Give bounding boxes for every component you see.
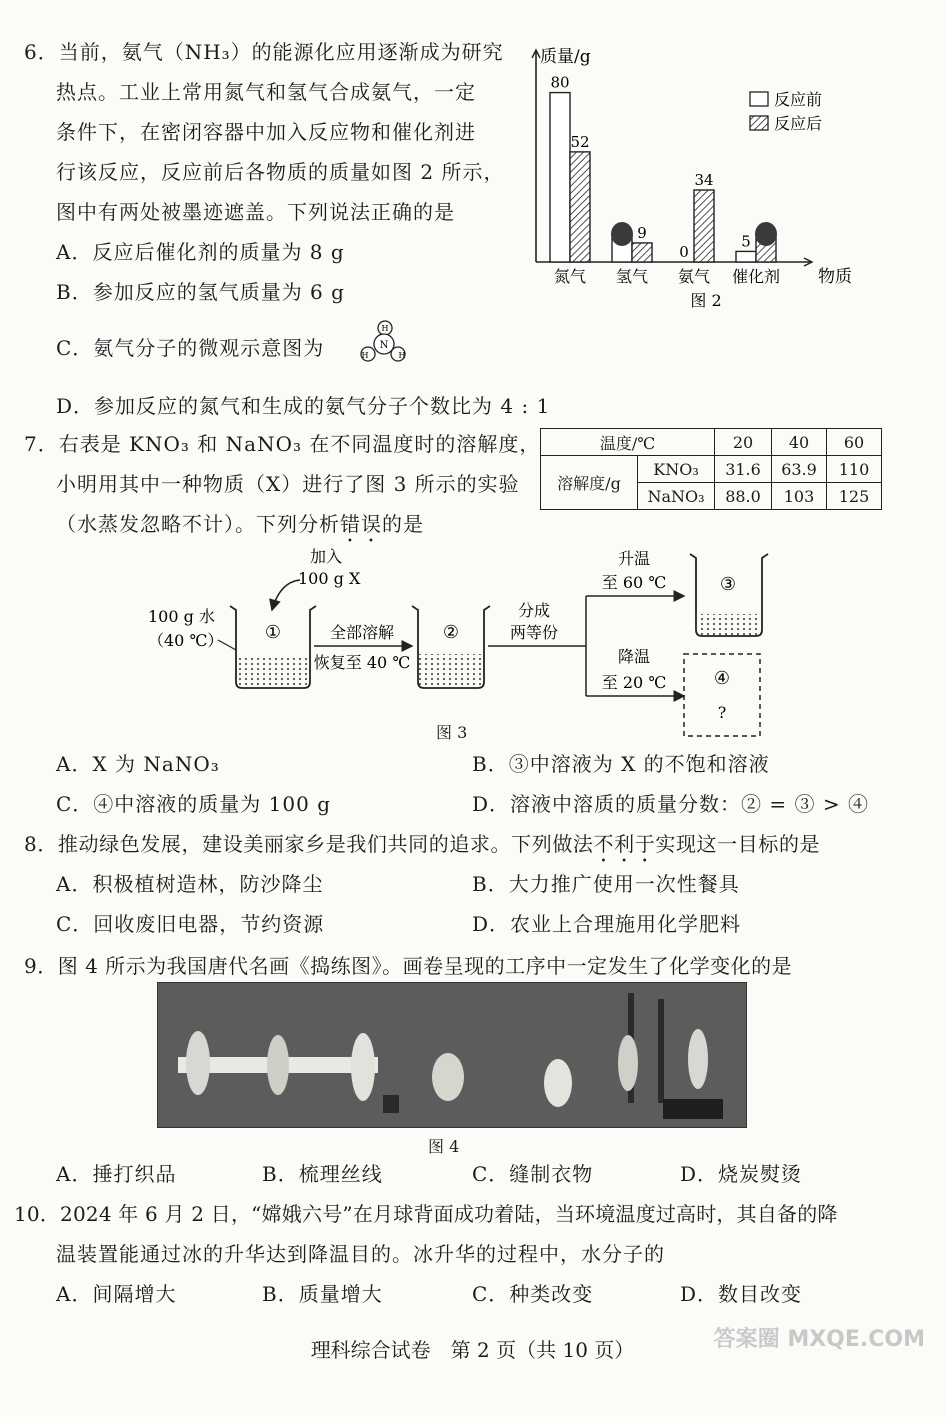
bar-after-1 <box>632 243 652 262</box>
painting-brazier <box>383 1095 399 1113</box>
bar-after-2 <box>694 190 714 262</box>
beaker-3 <box>690 554 768 636</box>
molecule-h-label-3: H <box>398 351 406 360</box>
table-nano3-name: NaNO₃ <box>638 483 715 510</box>
q10-line-2: 温装置能通过冰的升华达到降温目的。冰升华的过程中，水分子的 <box>56 1242 665 1266</box>
table-nano3-40: 103 <box>772 483 827 510</box>
painting-figure-1 <box>186 1031 210 1095</box>
bar-before-0 <box>550 93 570 262</box>
q8-option-a: A．积极植树造林，防沙降尘 <box>56 872 324 896</box>
q9-option-a: A．捶打织品 <box>56 1162 177 1186</box>
q6-option-b: B．参加反应的氢气质量为 6 g <box>56 280 345 304</box>
q9-option-b: B．梳理丝线 <box>262 1162 383 1186</box>
bar-label-1-0: 52 <box>570 132 590 151</box>
q9-option-d: D．烧炭熨烫 <box>680 1162 803 1186</box>
q7-option-d: D．溶液中溶质的质量分数：② = ③ > ④ <box>472 792 869 816</box>
table-temp-40: 40 <box>772 429 827 456</box>
q7-option-b: B．③中溶液为 X 的不饱和溶液 <box>472 752 770 776</box>
cool-label-2: 至 20 ℃ <box>601 673 667 692</box>
q6-line-4: 行该反应，反应前后各物质的质量如图 2 所示， <box>56 160 505 184</box>
figure-3-experiment-diagram <box>130 542 780 742</box>
table-kno3-60: 110 <box>827 456 882 483</box>
page-footer: 理科综合试卷 第 2 页（共 10 页） <box>310 1338 635 1362</box>
table-row-temp <box>541 429 882 456</box>
q6-line-1: 6．当前，氨气（NH₃）的能源化应用逐渐成为研究 <box>24 40 504 64</box>
q9-stem: 9．图 4 所示为我国唐代名画《捣练图》。画卷呈现的工序中一定发生了化学变化的是 <box>24 954 793 978</box>
figure-4-caption: 图 4 <box>428 1137 460 1156</box>
molecule-h-label-1: H <box>381 324 389 333</box>
table-solubility-label: 溶解度/g <box>541 456 638 510</box>
q8-option-d: D．农业上合理施用化学肥料 <box>472 912 742 936</box>
ink-blot-3 <box>755 222 777 246</box>
beaker-4-question: ? <box>717 703 727 722</box>
bar-label-0-3: 5 <box>741 232 751 251</box>
chart-bars <box>532 50 812 286</box>
painting-figure-2 <box>267 1035 289 1095</box>
q7-line-3-start: （水蒸发忽略不计）。下列分析 <box>56 512 340 536</box>
chart-category-2: 氨气 <box>677 267 711 286</box>
restore-label: 恢复至 40 ℃ <box>313 653 411 672</box>
legend-swatch-0 <box>750 92 768 106</box>
chart-category-1: 氢气 <box>615 267 649 286</box>
q7-option-c: C．④中溶液的质量为 100 g <box>56 792 331 816</box>
q6-option-c: C．氨气分子的微观示意图为 <box>56 336 325 360</box>
q6-line-3: 条件下，在密闭容器中加入反应物和催化剂进 <box>56 120 476 144</box>
q6-line-2: 热点。工业上常用氮气和氢气合成氨气，一定 <box>56 80 476 104</box>
q10-option-a: A．间隔增大 <box>56 1282 177 1306</box>
figure-3-caption: 图 3 <box>436 723 468 742</box>
legend-swatch-1 <box>750 116 768 130</box>
table-nano3-20: 88.0 <box>715 483 772 510</box>
add-x-label-2: 100 g X <box>298 569 361 588</box>
bar-after-0 <box>570 152 590 262</box>
water-label-1: 100 g 水 <box>148 607 215 626</box>
beaker-1-label: ① <box>264 622 282 643</box>
split-label-1: 分成 <box>517 601 551 620</box>
q7-line-3-end: 的是 <box>382 512 424 536</box>
dissolve-label: 全部溶解 <box>329 623 395 642</box>
q8-stem <box>24 828 820 867</box>
ink-blot-1 <box>611 222 633 246</box>
chart-category-0: 氮气 <box>553 267 587 286</box>
cool-label-1: 降温 <box>617 647 651 666</box>
q7-emphasis: 错误 <box>340 512 382 536</box>
table-kno3-40: 63.9 <box>772 456 827 483</box>
q9-option-c: C．缝制衣物 <box>472 1162 594 1186</box>
bar-label-0-0: 80 <box>550 73 570 92</box>
q7-line-1: 7．右表是 KNO₃ 和 NaNO₃ 在不同温度时的溶解度， <box>24 432 541 456</box>
q7-line-2: 小明用其中一种物质（X）进行了图 3 所示的实验 <box>56 472 520 496</box>
legend-label-0: 反应前 <box>774 90 823 109</box>
q8-option-b: B．大力推广使用一次性餐具 <box>472 872 740 896</box>
heat-label-2: 至 60 ℃ <box>601 573 667 592</box>
bar-label-0-2: 0 <box>679 243 689 261</box>
painting-mortar <box>663 1099 723 1119</box>
q10-option-b: B．质量增大 <box>262 1282 383 1306</box>
q10-option-c: C．种类改变 <box>472 1282 594 1306</box>
legend-label-1: 反应后 <box>774 114 823 133</box>
table-temp-20: 20 <box>715 429 772 456</box>
painting-figures <box>158 983 746 1127</box>
q8-suffix: 实现这一目标的是 <box>655 832 821 856</box>
q8-prefix: 8．推动绿色发展，建设美丽家乡是我们共同的追求。下列做法 <box>24 832 594 856</box>
bar-before-3 <box>736 251 756 262</box>
painting-figure-5 <box>544 1059 572 1107</box>
chart-caption: 图 2 <box>690 291 722 310</box>
q6-option-d: D．参加反应的氮气和生成的氨气分子个数比为 4 : 1 <box>56 394 551 418</box>
beaker-4-unknown <box>684 654 760 736</box>
painting-figure-7 <box>688 1029 708 1089</box>
chart-y-axis-label: 质量/g <box>540 47 591 67</box>
q8-emphasis: 不利于 <box>593 832 656 856</box>
table-temp-label: 温度/℃ <box>541 429 715 456</box>
table-kno3-20: 31.6 <box>715 456 772 483</box>
painting-figure-4 <box>432 1053 464 1101</box>
table-nano3-60: 125 <box>827 483 882 510</box>
table-row-kno3 <box>541 456 882 483</box>
water-label-2: （40 ℃） <box>148 631 224 650</box>
chart-category-3: 催化剂 <box>731 267 781 286</box>
beaker-4-label: ④ <box>713 668 731 689</box>
bar-label-1-2: 34 <box>694 171 714 189</box>
beaker-2-label: ② <box>442 622 460 643</box>
add-x-label-1: 加入 <box>310 547 343 566</box>
painting-figure-3 <box>351 1033 375 1101</box>
figure-2-bar-chart <box>500 30 870 320</box>
molecule-h-label-2: H <box>361 351 369 360</box>
q6-line-5: 图中有两处被墨迹遮盖。下列说法正确的是 <box>56 200 455 224</box>
painting-figure-6 <box>618 1035 638 1091</box>
q8-option-c: C．回收废旧电器，节约资源 <box>56 912 325 936</box>
table-temp-60: 60 <box>827 429 882 456</box>
molecule-n-label: N <box>379 340 389 351</box>
beaker-3-label: ③ <box>719 574 737 595</box>
ammonia-molecule-diagram <box>352 318 412 368</box>
table-kno3-name: KNO₃ <box>638 456 715 483</box>
q10-line-1: 10．2024 年 6 月 2 日，“嫦娥六号”在月球背面成功着陆，当环境温度过高时，其自备的降 <box>14 1202 838 1226</box>
solubility-table <box>540 428 882 510</box>
chart-x-axis-label: 物质 <box>818 267 852 287</box>
bar-label-1-1: 9 <box>637 223 647 242</box>
beaker-1 <box>230 606 316 688</box>
watermark: 答案圈 MXQE.COM <box>713 1327 925 1352</box>
q6-option-a: A．反应后催化剂的质量为 8 g <box>56 240 345 264</box>
q10-option-d: D．数目改变 <box>680 1282 803 1306</box>
heat-label-1: 升温 <box>617 549 651 568</box>
add-arrow <box>272 580 300 610</box>
q7-option-a: A．X 为 NaNO₃ <box>56 752 220 776</box>
painting-pestle-2 <box>658 999 664 1103</box>
split-label-2: 两等份 <box>509 623 559 642</box>
figure-4-painting <box>157 982 747 1128</box>
chart-legend <box>750 90 822 133</box>
beaker-2 <box>412 606 490 688</box>
